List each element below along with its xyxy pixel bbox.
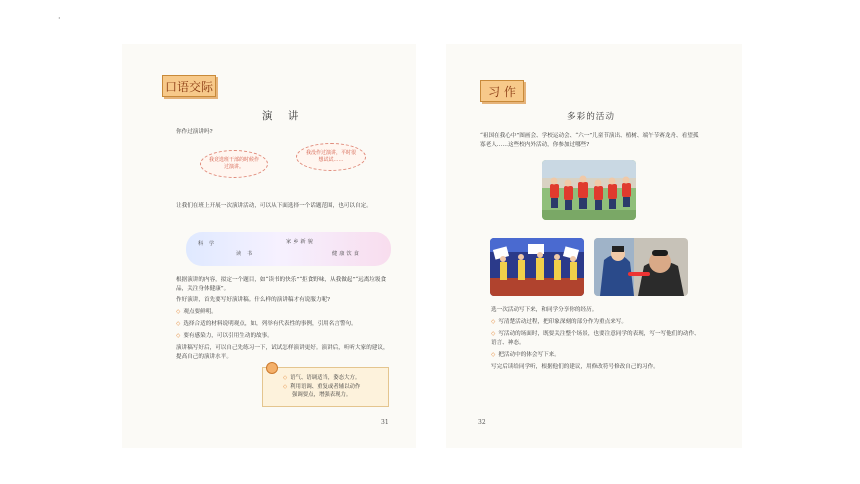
relay-race-photo [542,160,636,220]
tip-line-1-text: 语气、语调适当，姿态大方。 [290,375,361,381]
paragraph-1: 根据演讲的内容，拟定一个题目，如“读书的快乐”“拒食野味，从我做起”“远离垃圾食品，关注身体健康”。 [176,277,387,292]
point-1-text: 观点要鲜明。 [183,309,217,315]
bullet-icon: ◇ [176,321,181,327]
left-page-title: 演 讲 [262,110,305,122]
question-text: 你作过演讲吗? [176,129,213,135]
speech-bubble-2-text: 我没作过演讲，平时很想试试…… [305,150,356,163]
topic-healthy-diet: 健康饮食 [332,251,361,257]
intro-paragraph: 让我们在班上开展一次演讲活动，可以从下面选择一个话题范围，也可以自定。 [176,203,372,209]
right-point-3 [491,351,701,360]
tip-note [262,367,389,407]
speech-bubble-2 [296,143,366,171]
visiting-elderly-photo [594,238,688,296]
topic-reading: 读 书 [236,251,255,257]
point-2-text: 选择合适的材料说明观点，如，列举有代表性的事例，引用名言警句。 [183,321,357,327]
corner-mark: · [58,14,61,23]
stage-performance-photo [490,238,584,296]
tip-line-3: 强调要点，增强表现力。 [292,392,352,399]
right-paragraph-2: 写完后读给同学听，根据他们的建议，用修改符号修改自己的习作。 [491,364,659,370]
bullet-icon: ◇ [283,375,288,381]
right-paragraph-1: 选一次活动写下来，和同学分享你的经历。 [491,307,598,313]
bullet-icon: ◇ [283,383,288,390]
right-point-3-text: 把活动中的体会写下来。 [498,352,560,358]
bullet-icon: ◇ [491,352,496,358]
right-intro-paragraph: “祖国在我心中”图画会、学校运动会、“六一”儿童节演出、植树、端午节赛龙舟、看望孤寡老人……这些校内外活动，你参加过哪些? [480,133,699,148]
tip-line-2-text: 利用语调、重复或者辅以动作 [290,383,361,390]
right-point-1 [491,318,701,327]
point-3 [176,332,392,341]
section-tag-writing: 习 作 [480,80,524,102]
point-1 [176,308,392,317]
point-2 [176,320,392,329]
page-number-right: 32 [478,419,486,426]
bullet-icon: ◇ [491,331,496,337]
section-tag-oral: 口语交际 [162,75,216,97]
tip-line-2 [283,383,388,392]
right-point-2 [491,330,705,347]
point-3-text: 要有感染力，可以引用生动的故事。 [183,333,273,339]
bullet-icon: ◇ [491,319,496,325]
bullet-icon: ◇ [176,333,181,339]
bullet-icon: ◇ [176,309,181,315]
topic-hometown: 家乡新貌 [286,239,315,245]
pin-icon [266,362,278,374]
speech-bubble-1 [200,150,268,178]
paragraph-3: 演讲稿写好后，可以自己先练习一下，试试怎样演讲更好。演讲后，听听大家的建议，提高自己的演讲水平。 [176,345,389,360]
right-point-2-text: 写活动的场面时，既要关注整个场景，也要注意同学的表现，写一写他们的动作、语言、神态。 [491,331,700,346]
tip-line-1 [283,374,388,383]
paragraph-2: 作好演讲，首先要写好演讲稿。什么样的演讲稿才有说服力呢? [176,297,331,303]
right-point-1-text: 写清楚活动过程，把印象深刻的部分作为重点来写。 [498,319,627,325]
right-page-title: 多彩的活动 [567,112,615,122]
speech-bubble-1-text: 我竞选班干部的时候作过演讲。 [208,157,259,170]
page-number-left: 31 [381,419,389,426]
topic-science: 科 学 [198,241,217,247]
